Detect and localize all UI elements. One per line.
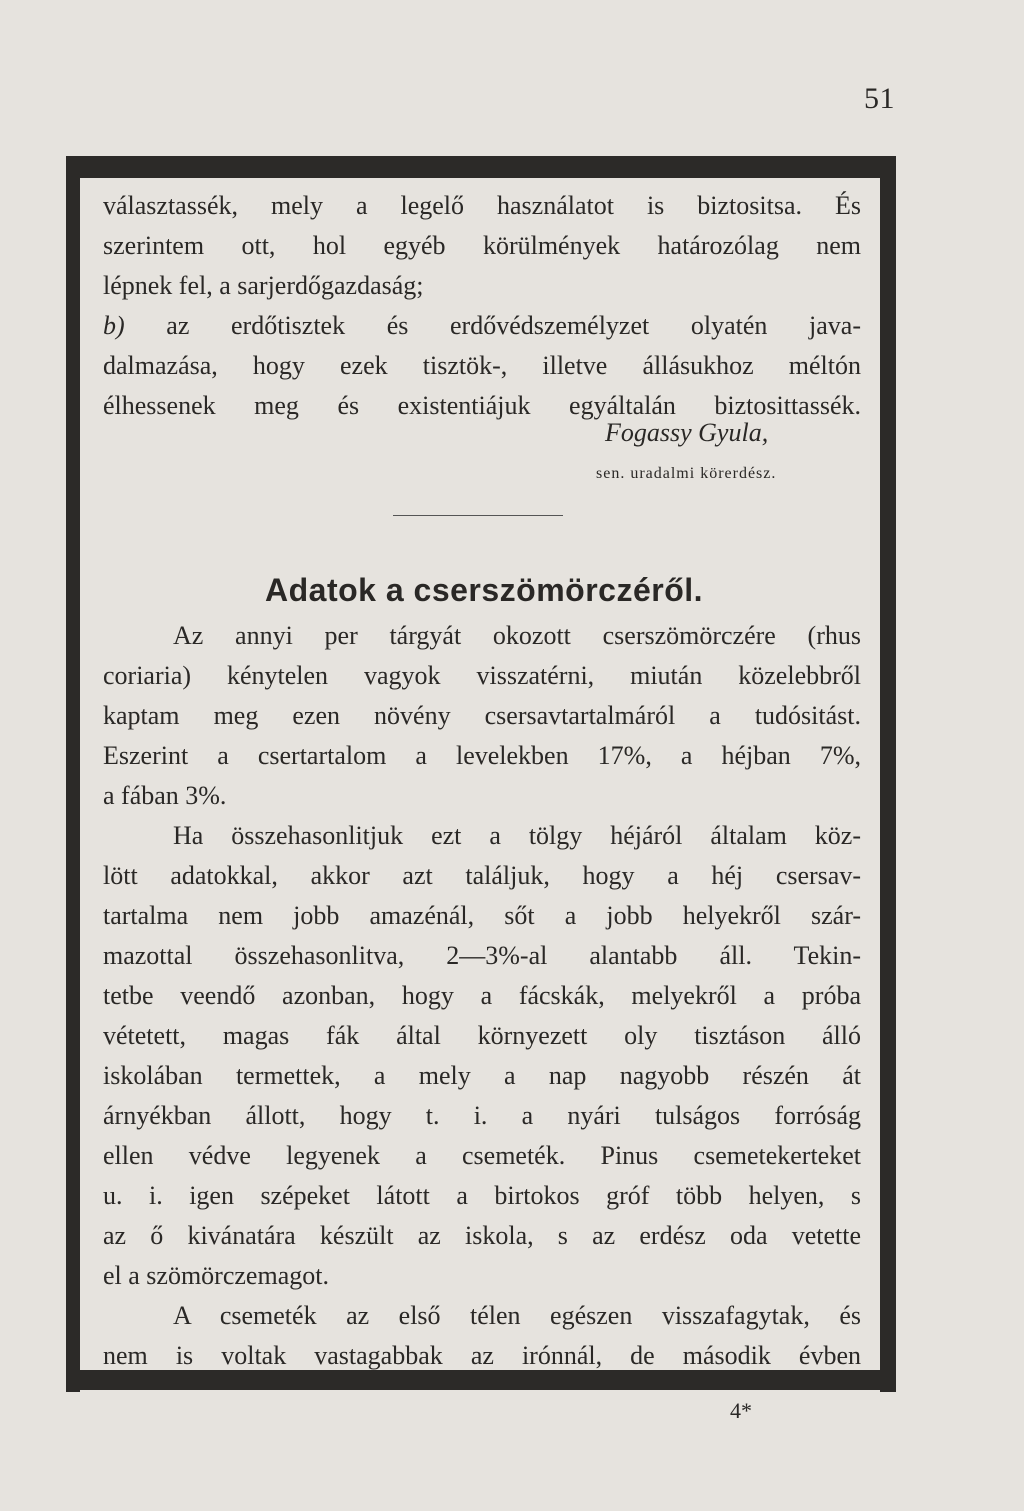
section1-text: [103, 186, 861, 426]
list-marker: b): [103, 311, 125, 340]
section2-line: lött adatokkal, akkor azt találjuk, hogy a héj csersav-: [103, 861, 861, 890]
article-heading: Adatok a cserszömörczéről.: [265, 572, 704, 608]
section2-text: [103, 616, 861, 1376]
section2-line: Az annyi per tárgyát okozott cserszömörczére (rhus: [173, 621, 861, 650]
section2-line: árnyékban állott, hogy t. i. a nyári tulságos forróság: [103, 1101, 861, 1130]
section1-line: b) az erdőtisztek és erdővédszemélyzet olyatén java-: [103, 311, 861, 340]
frame-right-border: [880, 156, 896, 1392]
section1-line: szerintem ott, hol egyéb körülmények határozólag nem: [103, 231, 861, 260]
section2-line: mazottal összehasonlitva, 2—3%-al alantabb áll. Tekin-: [103, 941, 861, 970]
section1-line: lépnek fel, a sarjerdőgazdaság;: [103, 271, 424, 300]
section2-line: A csemeték az első télen egészen visszafagytak, és: [173, 1301, 861, 1330]
section2-line: vétetett, magas fák által környezett oly tisztáson álló: [103, 1021, 861, 1050]
signature-name: Fogassy Gyula,: [605, 418, 769, 447]
page-number: 51: [864, 82, 895, 115]
section2-line: kaptam meg ezen növény csersavtartalmáról a tudósitást.: [103, 701, 861, 730]
section2-line: tartalma nem jobb amazénál, sőt a jobb helyekről szár-: [103, 901, 861, 930]
section2-line: Ha összehasonlitjuk ezt a tölgy héjáról általam köz-: [173, 821, 861, 850]
section1-line: élhessenek meg és existentiájuk egyáltalán biztosittassék.: [103, 391, 861, 420]
section2-line: az ő kivánatára készült az iskola, s az erdész oda vetette: [103, 1221, 861, 1250]
section2-line: iskolában termettek, a mely a nap nagyobb részén át: [103, 1061, 861, 1090]
section1-line: választassék, mely a legelő használatot is biztositsa. És: [103, 191, 861, 220]
section2-line: tetbe veendő azonban, hogy a fácskák, melyekről a próba: [103, 981, 861, 1010]
section-divider: [393, 515, 563, 516]
section2-line: nem is voltak vastagabbak az irónnál, de második évben: [103, 1341, 861, 1370]
frame-top-border: [66, 156, 896, 178]
frame-left-border: [66, 156, 80, 1392]
signature-mark: 4*: [730, 1398, 752, 1423]
section2-line: coriaria) kénytelen vagyok visszatérni, miután közelebbről: [103, 661, 861, 690]
section2-line: Eszerint a csertartalom a levelekben 17%, a héjban 7%,: [103, 741, 861, 770]
section2-line: ellen védve legyenek a csemeték. Pinus csemetekerteket: [103, 1141, 861, 1170]
section1-line: dalmazása, hogy ezek tisztök-, illetve állásukhoz méltón: [103, 351, 861, 380]
section2-line: u. i. igen szépeket látott a birtokos gróf több helyen, s: [103, 1181, 861, 1210]
section2-line: a fában 3%.: [103, 781, 227, 810]
signature-role: sen. uradalmi körerdész.: [596, 465, 777, 482]
section2-line: el a szömörczemagot.: [103, 1261, 329, 1290]
